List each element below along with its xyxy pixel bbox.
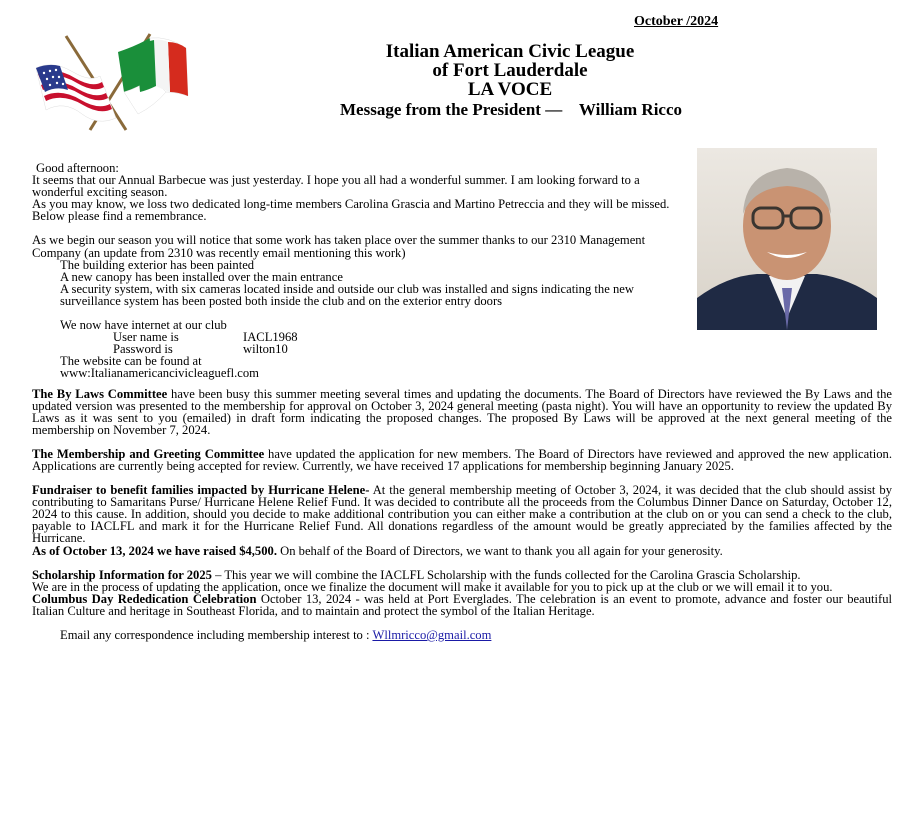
columbus-title: Columbus Day Rededication Celebration [32,591,257,606]
membership-text: have updated the application for new members. The Board of Directors have reviewed and approved the new application. Applications are currently being accepted for review. Currently, we have received 17 applications for membership beginning January 2025. [32,446,892,473]
bylaws-text: have been busy this summer meeting several times and updating the documents. The Board of Directors have reviewed the By Laws and the updated version was presented to the membership for approval on October 3, 2024 general meeting (pasta night). You will have an opportunity to review the updated By Laws as it was sent to you (emailed) in draft form indicating the proposed changes. The proposed By Laws will be approved at the next general meeting of the membership on November 7, 2024. [32,386,892,437]
scholarship-paragraph-2: We are in the process of updating the application, once we finalize the document will make it available for you to pick up at the club or we will email it to you. [32,579,833,594]
italy-flag-icon [118,38,188,114]
internet-intro: We now have internet at our club [60,318,227,333]
bylaws-title: The By Laws Committee [32,386,168,401]
masthead [300,42,720,99]
website-url: www:Italianamericancivicleaguefl.com [60,366,259,381]
membership-title: The Membership and Greeting Committee [32,446,265,461]
website-label: The website can be found at [60,354,202,369]
password-value: wilton10 [243,342,288,357]
work-item: The building exterior has been painted [60,257,255,272]
email-prompt: Email any correspondence including membership interest to : [60,628,373,642]
newsletter-title: LA VOCE [467,79,553,100]
intro-paragraph-1: It seems that our Annual Barbecue was just yesterday. I hope you all had a wonderful summer. I am looking forward to a wonderful exciting season. [32,173,640,200]
username-label: User name is [113,330,179,345]
raised-text: On behalf of the Board of Directors, we want to thank you all again for your generosity. [276,543,723,558]
membership-paragraph [32,448,892,472]
us-flag-icon [36,65,116,121]
fundraiser-text: At the general membership meeting of October 3, 2024, it was decided that the club should assist by contributing to Samaritans Purse/ Hurricane Helene Relief Fund. It was decided to contribute all the proceeds from the Columbus Dinner Dance on Saturday, October 12, 2024 to this cause. In addition, should you decide to make additional contribution you can either make a contribution at the club on or you can send a check to the club, payable to IACLFL and mark it for the Hurricane Relief Fund. All donations regardless of the amount would be greatly appreciated by the families affected by the Hurricane. [32,483,892,546]
email-line [32,629,892,641]
letter-body [32,162,892,641]
work-item: A security system, with six cameras located inside and outside our club was installed and signs indicating the new surveillance system has been posted both inside the club and on the exterior entry doors [60,281,634,308]
message-from-label: Message from the President — [340,100,563,119]
raised-title: As of October 13, 2024 we have raised $4,500. [32,543,277,558]
scholarship-title: Scholarship Information for 2025 [32,567,212,582]
columbus-paragraph [32,593,892,617]
scholarship-paragraph [32,569,892,581]
raised-paragraph [32,545,892,557]
org-name-line2: of Fort Lauderdale [432,60,588,81]
president-name: William Ricco [578,100,683,119]
columbus-text: October 13, 2024 - was held at Port Everglades. The celebration is an event to promote, advance and foster our beautiful Italian Culture and heritage in Southeast Florida, and to maintain and protect the symbol of the Italian Heritage. [32,591,892,618]
greeting: Good afternoon: [36,161,119,175]
org-name-line1: Italian American Civic League [385,41,635,62]
work-item: A new canopy has been installed over the main entrance [60,269,343,284]
newsletter-date: October /2024 [634,14,719,29]
bylaws-paragraph [32,388,892,436]
intro-paragraph-2: As you may know, we loss two dedicated long-time members Carolina Grascia and Martino Petreccia and they will be missed. Below please find a remembrance. [32,197,670,224]
fundraiser-paragraph [32,484,892,544]
username-value: IACL1968 [243,330,298,345]
fundraiser-title: Fundraiser to benefit families impacted by Hurricane Helene- [32,483,370,498]
email-link[interactable]: Wllmricco@gmail.com [372,628,492,642]
password-label: Password is [113,342,173,357]
intro-paragraph-3: As we begin our season you will notice that some work has taken place over the summer thanks to our 2310 Management Company (an update from 2310 was recently email mentioning this work) [32,233,646,260]
crossed-flags-logo [28,30,193,140]
scholarship-text: – This year we will combine the IACLFL Scholarship with the funds collected for the Carolina Grascia Scholarship. [211,567,801,582]
president-message-heading [340,100,682,120]
